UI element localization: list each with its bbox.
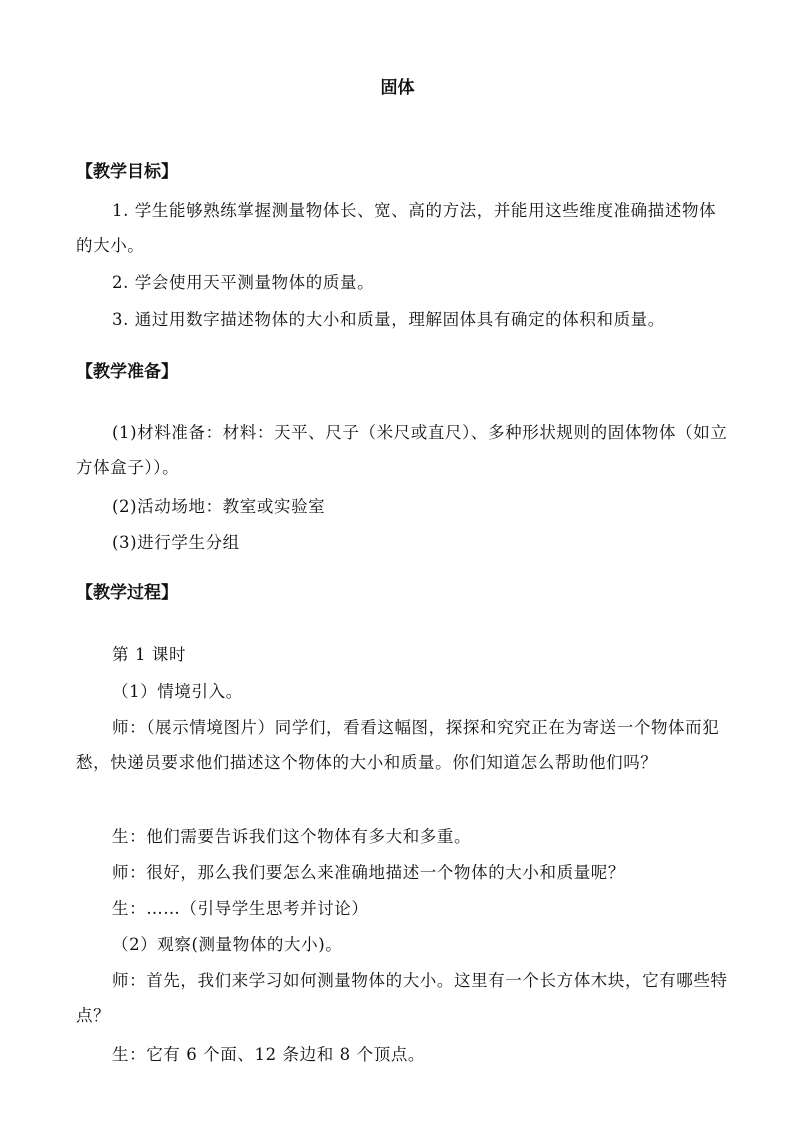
process-heading: 【教学过程】 [76, 583, 178, 603]
preparation-heading: 【教学准备】 [76, 362, 178, 382]
process-line-teacher-2: 师：很好，那么我们要怎么来准确地描述一个物体的大小和质量呢？ [112, 863, 625, 882]
process-line-step1: （1）情境引入。 [112, 682, 243, 701]
objective-item-1: 1. 学生能够熟练掌握测量物体长、宽、高的方法，并能用这些维度准确描述物体的大小。 [76, 201, 717, 255]
process-line-teacher-1: 师：（展示情境图片）同学们，看看这幅图，探探和究究正在为寄送一个物体而犯愁，快递员要求他们描述这个物体的大小和质量。你们知道怎么帮助他们吗？ [76, 718, 720, 772]
process-line-lesson: 第 1 课时 [112, 645, 187, 664]
process-line-student-3: 生：它有 6 个面、12 条边和 8 个顶点。 [112, 1045, 426, 1064]
process-line-teacher-3: 师：首先，我们来学习如何测量物体的大小。这里有一个长方体木块，它有哪些特点？ [76, 971, 728, 1025]
objective-item-3: 3. 通过用数字描述物体的大小和质量，理解固体具有确定的体积和质量。 [112, 310, 665, 329]
process-line-student-1: 生：他们需要告诉我们这个物体有多大和多重。 [112, 827, 472, 846]
preparation-item-3: (3)进行学生分组 [112, 533, 240, 552]
objectives-heading: 【教学目标】 [76, 162, 178, 182]
process-line-student-2: 生：……（引导学生思考并讨论） [112, 899, 369, 918]
objective-item-2: 2. 学会使用天平测量物体的质量。 [112, 273, 375, 292]
preparation-item-1: (1)材料准备：材料：天平、尺子（米尺或直尺）、多种形状规则的固体物体（如立方体盒子））。 [76, 423, 728, 477]
process-line-step2: （2）观察(测量物体的大小)。 [112, 935, 343, 954]
preparation-item-2: (2)活动场地：教室或实验室 [112, 497, 326, 516]
document-title: 固体 [380, 78, 415, 98]
